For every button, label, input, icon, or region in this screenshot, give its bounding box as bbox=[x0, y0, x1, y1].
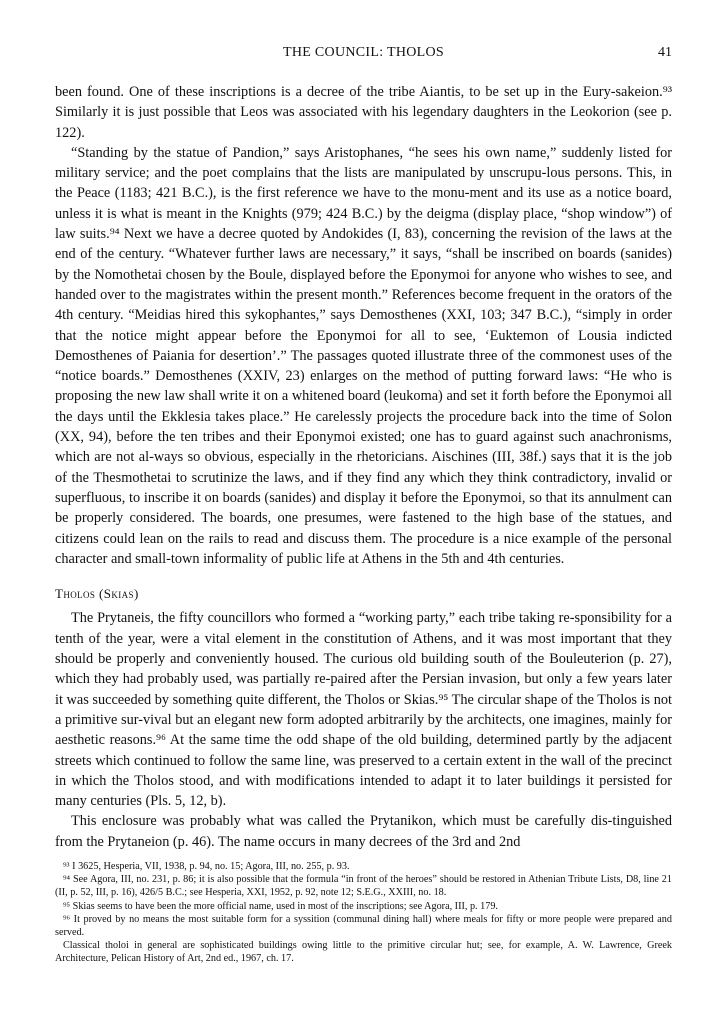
paragraph: The Prytaneis, the fifty councillors who formed a “working party,” each tribe taking re-sponsibility for a tenth of the year, were a vital element in the constitution of Athens, and it was most important that they should be properly and conveniently housed. The curious old building south of the Bouleuterion (p. 27), which they had probably used, was partially re-paired after the Persian invasion, but only a few years later it was succeeded by something quite different, the Tholos or Skias.⁹⁵ The circular shape of the Tholos is not a primitive sur-vival but an elegant new form adopted arbitrarily by the architects, one imagines, mainly for aesthetic reasons.⁹⁶ At the same time the odd shape of the old building, determined partly by the adjacent streets which continued to follow the same line, was preserved to a certain extent in the wall of the precinct in which the Tholos stood, and with modifications intended to adapt it to later buildings it persisted for many centuries (Pls. 5, 12, b). bbox=[55, 610, 672, 810]
page-number: 41 bbox=[658, 45, 672, 60]
paragraph: This enclosure was probably what was called the Prytanikon, which must be carefully dis-tinguished from the Prytaneion (p. 46). The name occurs in many decrees of the 3rd and 2nd bbox=[55, 813, 672, 850]
footnote: ⁹⁴ See Agora, III, no. 231, p. 86; it is also possible that the formula “in front of the heroes” should be restored in Athenian Tribute Lists, D8, line 21 (II, p. 52, III, p. 16), 426/5 B.C.; see Hesperia, XXI, 1952, p. 92, note 12; S.E.G., XXIII, no. 18. bbox=[55, 874, 672, 899]
paragraph: been found. One of these inscriptions is a decree of the tribe Aiantis, to be set up in the Eury-sakeion.⁹³ Similarly it is just possible that Leos was associated with his legendary daughters in the Leokorion (see p. 122). bbox=[55, 84, 672, 141]
paragraph: “Standing by the statue of Pandion,” says Aristophanes, “he sees his own name,” suddenly listed for military service; and the poet complains that the lists are manipulated by unscrupu-lous persons. This, in the Peace (1183; 421 B.C.), is the first reference we have to the monu-ment and its use as a notice board, unless it is what is meant in the Knights (979; 424 B.C.) by the deigma (display place, “shop window”) of law suits.⁹⁴ Next we have a decree quoted by Andokides (I, 83), concerning the revision of the laws at the end of the century. “Whatever further laws are necessary,” it says, “shall be inscribed on boards (sanides) by the Nomothetai chosen by the Boule, displayed before the Eponymoi for anyone who wishes to see, and handed over to the magistrates within the present month.” References become frequent in the orators of the 4th century. “Meidias hired this sykophantes,” says Demosthenes (XXI, 103; 347 B.C.), “simply in order that the notice might appear before the Eponymoi for all to see, ‘Euktemon of Lousia indicted Demosthenes of Paiania for desertion’.” The passages quoted illustrate three of the commonest uses of the “notice boards.” Demosthenes (XXIV, 23) enlarges on the method of putting forward laws: “He who is proposing the new law shall write it on a whitened board (leukoma) and set it forth before the Eponymoi all the days until the Ekklesia takes place.” He carelessly projects the procedure back into the time of Solon (XX, 94), before the ten tribes and their Eponymoi existed; one has to guard against such anachronisms, which are not al-ways so obvious, especially in the rhetoricians. Aischines (III, 38f.) says that it is the job of the Thesmothetai to scrutinize the laws, and if they find any which they think contradictory, invalid or superfluous, to inscribe it on boards (sanides) and display it before the Eponymoi, so that its annulment can be properly considered. The boards, one presumes, were fastened to the high base of the statues, and citizens could lean on the rails to read and discuss them. The procedure is a nice example of the personal character and small-town informality of public life at Athens in the 5th and 4th centuries. bbox=[55, 144, 672, 567]
footnotes bbox=[55, 860, 672, 966]
page-header bbox=[55, 45, 672, 65]
body-text bbox=[55, 82, 672, 852]
footnote: ⁹⁶ It proved by no means the most suitable form for a syssition (communal dining hall) where meals for fifty or more people were prepared and served. bbox=[55, 913, 672, 939]
footnote: Classical tholoi in general are sophisticated buildings owing little to the primitive circular hut; see, for example, A. W. Lawrence, Greek Architecture, Pelican History of Art, 2nd ed., 1967, ch. 17. bbox=[55, 940, 672, 965]
section-heading: Tholos (Skias) bbox=[55, 586, 139, 602]
footnote: ⁹³ I 3625, Hesperia, VII, 1938, p. 94, no. 15; Agora, III, no. 255, p. 93. bbox=[63, 861, 350, 872]
footnote: ⁹⁵ Skias seems to have been the more official name, used in most of the inscriptions; see Agora, III, p. 179. bbox=[63, 900, 498, 912]
running-title: THE COUNCIL: THOLOS bbox=[283, 45, 444, 60]
